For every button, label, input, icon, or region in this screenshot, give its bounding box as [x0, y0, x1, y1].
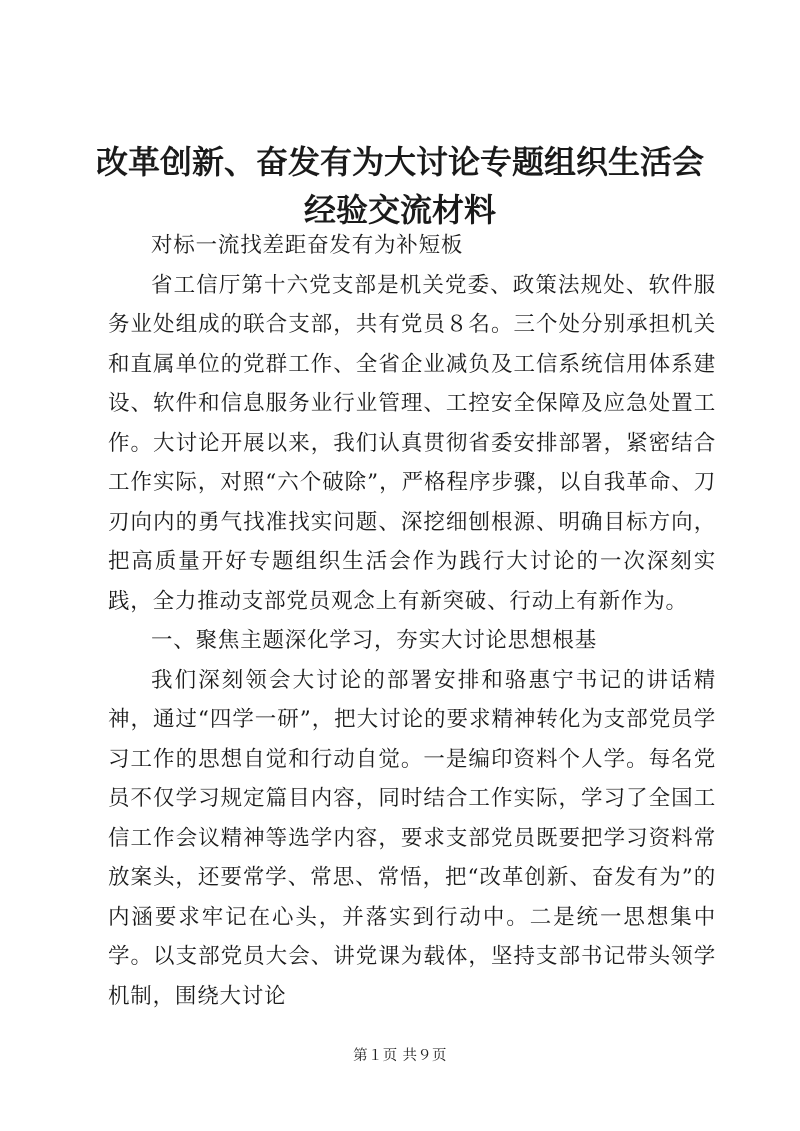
document-subtitle: 对标一流找差距奋发有为补短板: [151, 233, 464, 258]
section-heading-1: 一、聚焦主题深化学习，夯实大讨论思想根基: [151, 628, 598, 653]
body-paragraph-2: 我们深刻领会大讨论的部署安排和骆惠宁书记的讲话精神，通过“四学一研”，把大讨论的要求精神转化为支部党员学习工作的思想自觉和行动自觉。一是编印资料个人学。每名党员不仅学习规定篇目内容，同时结合工作实际，学习了全国工信工作会议精神等选学内容，要求支部党员既要把学习资料常放案头，还要常学、常思、常悟，把“改革创新、奋发有为”的内涵要求牢记在心头，并落实到行动中。二是统一思想集中学。以支部党员大会、讲党课为载体，坚持支部书记带头领学机制，围绕大讨论: [108, 667, 716, 1009]
document-title: 改革创新、奋发有为大讨论专题组织生活会经验交流材料: [95, 143, 704, 229]
page-footer: 第１页 共９页: [353, 1048, 447, 1064]
body-paragraph-1: 省工信厅第十六党支部是机关党委、政策法规处、软件服务业处组成的联合支部，共有党员８名。三个处分别承担机关和直属单位的党群工作、全省企业减负及工信系统信用体系建设、软件和信息服务业行业管理、工控安全保障及应急处置工作。大讨论开展以来，我们认真贯彻省委安排部署，紧密结合工作实际，对照“六个破除”，严格程序步骤，以自我革命、刀刃向内的勇气找准找实问题、深挖细刨根源、明确目标方向，把高质量开好专题组织生活会作为践行大讨论的一次深刻实践，全力推动支部党员观念上有新突破、行动上有新作为。: [108, 272, 716, 614]
document-body: [108, 226, 716, 1016]
